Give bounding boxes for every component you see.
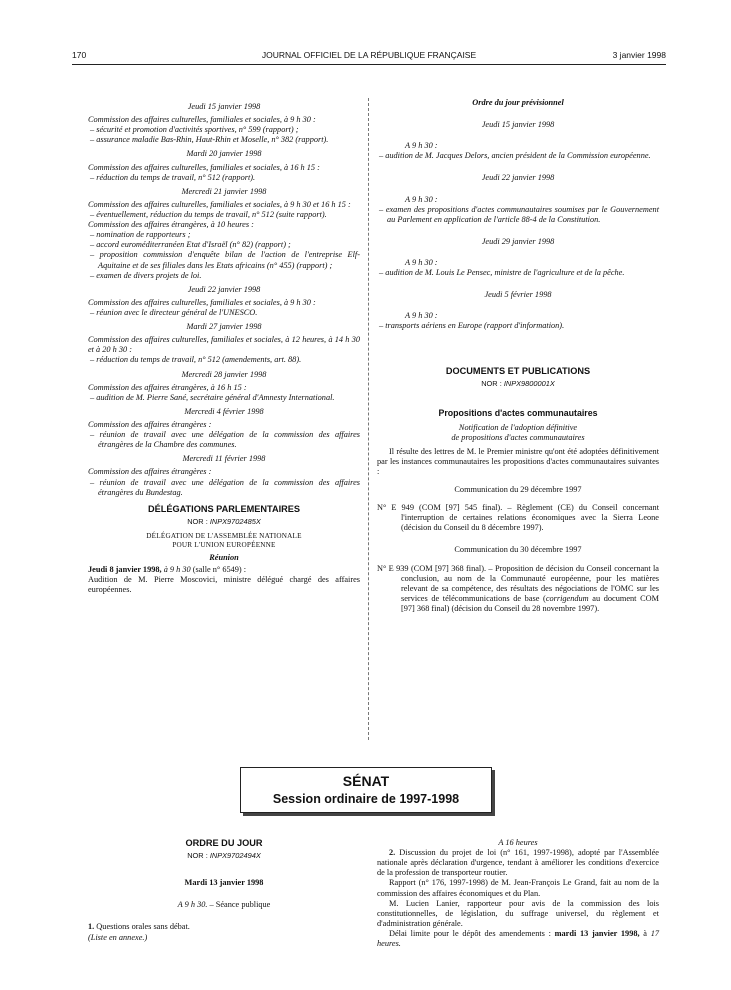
- rapport-paragraph: Rapport (n° 176, 1997-1998) de M. Jean-François Le Grand, fait au nom de la commission des affaires économiques et du Plan.: [377, 878, 659, 898]
- act-entry: N° E 949 (COM [97] 545 final). – Règlement (CE) du Conseil concernant l'interruption de certaines relations économiques avec la Sierra Leone (décision du Conseil du 8 décembre 1997).: [377, 503, 659, 533]
- delegation-name: POUR L'UNION EUROPÉENNE: [172, 540, 276, 549]
- time-line: A 9 h 30 :: [405, 141, 438, 151]
- nor-reference: [88, 517, 360, 526]
- item-number: 1.: [88, 922, 95, 932]
- left-column: [88, 98, 360, 595]
- notification-heading: de propositions d'actes communautaires: [451, 432, 585, 442]
- agenda-line: – éventuellement, réduction du temps de travail, n° 512 (suite rapport).: [90, 209, 327, 219]
- journal-title: JOURNAL OFFICIEL DE LA RÉPUBLIQUE FRANÇAISE: [261, 50, 477, 60]
- time-line: A 9 h 30 :: [405, 194, 438, 204]
- nor-code: INPX9702485X: [209, 516, 261, 526]
- communication-date: Communication du 29 décembre 1997: [454, 485, 582, 495]
- day-heading: Mercredi 11 février 1998: [182, 454, 266, 464]
- senat-banner: [240, 767, 492, 813]
- reunion-heading: Réunion: [209, 552, 239, 562]
- reunion-room: (salle n° 6549) :: [192, 564, 247, 574]
- item-text: Discussion du projet de loi (n° 161, 1997-1998), adopté par l'Assemblée nationale après déclaration d'urgence, tendant à améliorer les conditions d'exercice de la profession de transporteur routier.: [377, 848, 659, 878]
- nor-reference: [88, 851, 360, 860]
- day-heading: Jeudi 15 janvier 1998: [481, 120, 555, 130]
- nor-code: INPX9800001X: [503, 378, 555, 388]
- agenda-line: Commission des affaires étrangères, à 10 heures :: [88, 220, 254, 230]
- agenda-line: Commission des affaires culturelles, familiales et sociales, à 16 h 15 :: [88, 162, 320, 172]
- nor-label: NOR :: [187, 851, 208, 861]
- page-number: 170: [72, 50, 87, 60]
- agenda-line: – audition de M. Pierre Sané, secrétaire général d'Amnesty International.: [90, 392, 335, 402]
- column-divider: [368, 98, 369, 740]
- agenda-line: Commission des affaires culturelles, familiales et sociales, à 12 heures, à 14 h 30 et à 20 h 30 :: [88, 335, 360, 355]
- communication-date: Communication du 30 décembre 1997: [454, 545, 582, 555]
- senat-title: SÉNAT: [342, 773, 390, 789]
- avis-paragraph: M. Lucien Lanier, rapporteur pour avis de la commission des lois constitutionnelles, de législation, du suffrage universel, du règlement et d'administration générale.: [377, 898, 659, 928]
- senat-left-column: [88, 838, 360, 943]
- section-title: ORDRE DU JOUR: [185, 838, 263, 848]
- day-heading: Jeudi 22 janvier 1998: [187, 284, 261, 294]
- issue-date: 3 janvier 1998: [612, 50, 666, 60]
- notification-heading: Notification de l'adoption définitive: [458, 422, 578, 432]
- agenda-line: Commission des affaires étrangères :: [88, 419, 212, 429]
- agenda-line: – transports aériens en Europe (rapport d'information).: [379, 321, 565, 331]
- agenda-line: – réunion avec le directeur général de l'UNESCO.: [90, 307, 258, 317]
- day-heading: Mercredi 4 février 1998: [184, 406, 264, 416]
- deadline-hour: 17 heures.: [377, 928, 659, 949]
- reunion-time: à 9 h 30: [163, 564, 191, 574]
- nor-code: INPX9702494X: [209, 851, 261, 861]
- agenda-line: – nomination de rapporteurs ;: [90, 230, 191, 240]
- nor-reference: [377, 379, 659, 388]
- day-heading: Jeudi 15 janvier 1998: [187, 102, 261, 111]
- agenda-line: Commission des affaires culturelles, familiales et sociales, à 9 h 30 et 16 h 15 :: [88, 199, 351, 209]
- day-heading: Mardi 27 janvier 1998: [186, 322, 262, 332]
- time-line: A 9 h 30 :: [405, 311, 438, 321]
- senat-right-column: [377, 838, 659, 949]
- deadline-text: à: [639, 928, 651, 938]
- agenda-item: [377, 848, 659, 878]
- item-note: (Liste en annexe.): [88, 932, 148, 942]
- day-heading: Mercredi 28 janvier 1998: [181, 369, 267, 379]
- deadline-text: Délai limite pour le dépôt des amendements :: [389, 928, 555, 938]
- session-date: Mardi 13 janvier 1998: [184, 878, 264, 888]
- agenda-line: – audition de M. Louis Le Pensec, ministre de l'agriculture et de la pêche.: [379, 268, 625, 278]
- agenda-line: Commission des affaires culturelles, familiales et sociales, à 9 h 30 :: [88, 297, 316, 307]
- agenda-line: – proposition commission d'enquête bilan de l'action de l'entreprise Elf-Aquitaine et de ses filiales dans les Etats africains (n° 455) (rapport) ;: [90, 250, 360, 270]
- agenda-line: – réunion de travail avec une délégation de la commission des affaires étrangères de la Chambre des communes.: [90, 430, 360, 450]
- agenda-line: Commission des affaires étrangères :: [88, 467, 212, 477]
- agenda-line: – accord euroméditerranéen Etat d'Israël (n° 82) (rapport) ;: [90, 240, 291, 250]
- agenda-line: – examen de divers projets de loi.: [90, 270, 202, 280]
- reunion-date: Jeudi 8 janvier 1998,: [88, 564, 162, 574]
- page-header: [72, 50, 666, 64]
- nor-label: NOR :: [481, 378, 502, 388]
- act-entry-italic: corrigendum: [545, 593, 589, 603]
- header-rule: [72, 64, 666, 65]
- agenda-line: Commission des affaires étrangères, à 16 h 15 :: [88, 382, 247, 392]
- act-entry-text: au document COM [97] 368 final) (décision du Conseil du 28 novembre 1997).: [401, 593, 659, 614]
- day-heading: Jeudi 5 février 1998: [484, 290, 552, 300]
- delegation-name: DÉLÉGATION DE L'ASSEMBLÉE NATIONALE: [146, 531, 302, 540]
- item-text: Questions orales sans débat.: [94, 922, 190, 932]
- nor-label: NOR :: [187, 516, 208, 526]
- agenda-title: Ordre du jour prévisionnel: [472, 98, 564, 107]
- senat-session: Session ordinaire de 1997-1998: [272, 792, 460, 807]
- section-title: DOCUMENTS ET PUBLICATIONS: [445, 365, 591, 376]
- agenda-line: – réduction du temps de travail, n° 512 (amendements, art. 88).: [90, 355, 302, 365]
- session-time: A 16 heures: [498, 838, 538, 847]
- day-heading: Jeudi 22 janvier 1998: [481, 173, 555, 183]
- time-line: A 9 h 30 :: [405, 257, 438, 267]
- agenda-line: – examen des propositions d'actes communautaires soumises par le Gouvernement au Parlement en application de l'article 88-4 de la Constitution.: [379, 204, 659, 224]
- day-heading: Mardi 20 janvier 1998: [186, 149, 262, 159]
- day-heading: Jeudi 29 janvier 1998: [481, 236, 555, 246]
- deadline-date: mardi 13 janvier 1998,: [554, 928, 640, 938]
- agenda-item: [88, 922, 360, 932]
- agenda-line: – réduction du temps de travail, n° 512 (rapport).: [90, 172, 256, 182]
- agenda-line: – sécurité et promotion d'activités sportives, n° 599 (rapport) ;: [90, 125, 299, 135]
- agenda-line: – assurance maladie Bas-Rhin, Haut-Rhin et Moselle, n° 382 (rapport).: [90, 135, 329, 145]
- reunion-text: Audition de M. Pierre Moscovici, ministre délégué chargé des affaires européennes.: [88, 574, 360, 594]
- reunion-line: [88, 565, 360, 575]
- deadline-paragraph: [377, 929, 659, 949]
- intro-paragraph: Il résulte des lettres de M. le Premier ministre qu'ont été adoptées définitivement par les instances communautaires les propositions d'actes communautaires suivantes :: [377, 446, 659, 476]
- item-number: 2.: [389, 848, 396, 858]
- act-entry-text: N° E 939 (COM [97] 368 final). – Proposition de décision du Conseil concernant la conclusion, au nom de la Communauté européenne, pour les matières relevant de sa compétence, des résultats des négociations de l'OMC sur les services de télécommunications de base (: [377, 563, 659, 603]
- session-type: – Séance publique: [207, 900, 271, 910]
- session-time-line: [88, 900, 360, 910]
- agenda-line: – audition de M. Jacques Delors, ancien président de la Commission européenne.: [379, 151, 651, 161]
- section-title: DÉLÉGATIONS PARLEMENTAIRES: [147, 503, 301, 514]
- right-column: [377, 98, 659, 618]
- session-time: A 9 h 30.: [177, 900, 208, 910]
- day-heading: Mercredi 21 janvier 1998: [181, 186, 267, 196]
- agenda-line: Commission des affaires culturelles, familiales et sociales, à 9 h 30 :: [88, 115, 316, 125]
- agenda-line: – réunion de travail avec une délégation de la commission des affaires étrangères du Bundestag.: [90, 477, 360, 497]
- act-entry: [377, 564, 659, 615]
- subsection-title: Propositions d'actes communautaires: [438, 407, 598, 418]
